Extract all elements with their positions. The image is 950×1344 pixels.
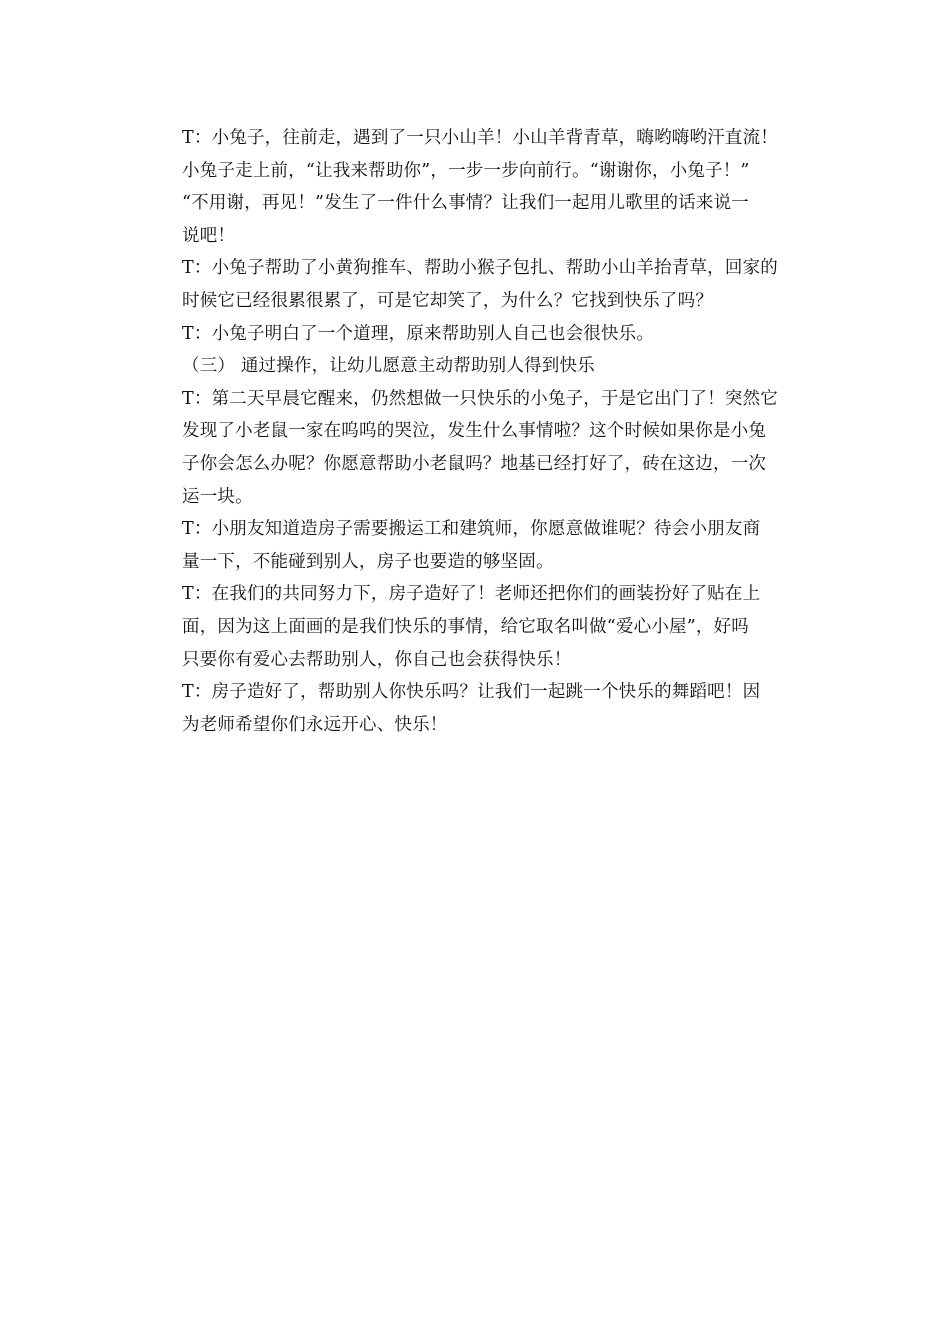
text-line-6: 时候它已经很累很累了，可是它却笑了，为什么？它找到快乐了吗？ <box>182 290 713 311</box>
text-line-5: T：小兔子帮助了小黄狗推车、帮助小猴子包扎、帮助小山羊抬青草，回家的 <box>182 258 778 279</box>
text-line-7: T：小兔子明白了一个道理，原来帮助别人自己也会很快乐。 <box>182 323 655 344</box>
text-line-18: T：房子造好了，帮助别人你快乐吗？让我们一起跳一个快乐的舞蹈吧！因 <box>182 682 761 703</box>
text-line-1: T：小兔子，往前走，遇到了一只小山羊！小山羊背青草，嗨哟嗨哟汗直流！ <box>182 128 778 148</box>
text-line-13: T：小朋友知道造房子需要搬运工和建筑师，你愿意做谁呢？待会小朋友商 <box>182 519 761 540</box>
text-line-10: 发现了小老鼠一家在呜呜的哭泣，发生什么事情啦？这个时候如果你是小兔 <box>182 421 767 442</box>
text-line-4: 说吧！ <box>182 225 236 246</box>
text-line-15: T：在我们的共同努力下，房子造好了！老师还把你们的画装扮好了贴在上 <box>182 584 761 605</box>
text-line-19: 为老师希望你们永远开心、快乐！ <box>182 714 448 735</box>
text-line-3: “不用谢，再见！”发生了一件什么事情？让我们一起用儿歌里的话来说一 <box>182 193 749 214</box>
text-line-17: 只要你有爱心去帮助别人，你自己也会获得快乐！ <box>182 649 572 670</box>
text-line-12: 运一块。 <box>182 486 253 507</box>
text-line-11: 子你会怎么办呢？你愿意帮助小老鼠吗？地基已经打好了，砖在这边，一次 <box>182 453 767 474</box>
text-line-2: 小兔子走上前，“让我来帮助你”，一步一步向前行。“谢谢你，小兔子！” <box>182 160 750 181</box>
document-body <box>182 122 812 741</box>
text-line-14: 量一下，不能碰到别人，房子也要造的够坚固。 <box>182 551 554 572</box>
text-line-16: 面，因为这上面画的是我们快乐的事情，给它取名叫做“爱心小屋”，好吗 <box>182 616 749 637</box>
text-line-9: T：第二天早晨它醒来，仍然想做一只快乐的小兔子，于是它出门了！突然它 <box>182 388 778 409</box>
section-heading: （三） 通过操作，让幼儿愿意主动帮助别人得到快乐 <box>182 356 595 377</box>
